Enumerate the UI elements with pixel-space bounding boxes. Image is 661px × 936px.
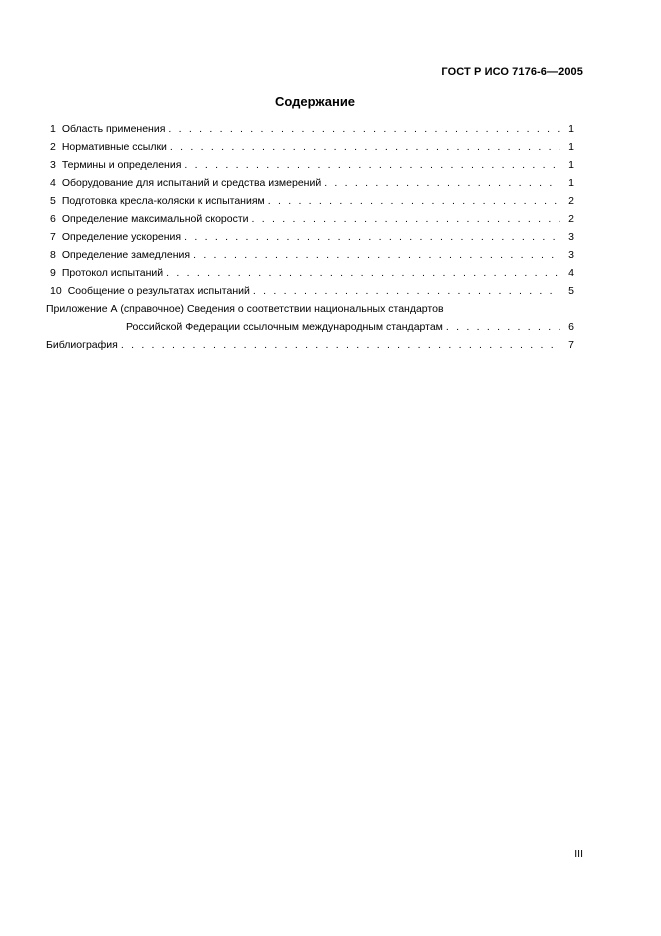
toc-item-4[interactable] bbox=[46, 174, 574, 192]
toc-item-page: 6 bbox=[568, 321, 574, 333]
toc-item-page: 7 bbox=[568, 339, 574, 351]
toc-item-label: 1 Область применения bbox=[50, 123, 166, 135]
toc-item-3[interactable] bbox=[46, 156, 574, 174]
toc-item-page: 1 bbox=[568, 141, 574, 153]
toc-item-label: 4 Оборудование для испытаний и средства измерений bbox=[50, 177, 322, 189]
toc-item-1[interactable] bbox=[46, 120, 574, 138]
toc-item-label: 5 Подготовка кресла-коляски к испытаниям bbox=[50, 195, 265, 207]
toc-bibliography[interactable] bbox=[46, 336, 574, 354]
toc-appendix-a-line1[interactable] bbox=[46, 300, 574, 318]
leader-dots bbox=[170, 138, 560, 156]
leader-dots bbox=[184, 228, 560, 246]
leader-dots bbox=[252, 210, 560, 228]
leader-dots bbox=[268, 192, 560, 210]
toc-item-8[interactable] bbox=[46, 246, 574, 264]
toc-item-page: 1 bbox=[568, 177, 574, 189]
toc-item-label: 9 Протокол испытаний bbox=[50, 267, 164, 279]
toc-item-page: 2 bbox=[568, 195, 574, 207]
leader-dots bbox=[446, 318, 560, 336]
toc-appendix-a-line2[interactable] bbox=[46, 318, 574, 336]
leader-dots bbox=[166, 264, 560, 282]
toc-item-page: 1 bbox=[568, 123, 574, 135]
toc-item-page: 2 bbox=[568, 213, 574, 225]
toc-item-2[interactable] bbox=[46, 138, 574, 156]
toc-item-page: 3 bbox=[568, 231, 574, 243]
toc-item-6[interactable] bbox=[46, 210, 574, 228]
toc-item-label: 7 Определение ускорения bbox=[50, 231, 182, 243]
document-code-header: ГОСТ Р ИСО 7176-6—2005 bbox=[441, 66, 583, 78]
page-number: III bbox=[574, 848, 583, 860]
leader-dots bbox=[121, 336, 560, 354]
toc-item-9[interactable] bbox=[46, 264, 574, 282]
toc-appendix-label: Приложение А (справочное) Сведения о соответствии национальных стандартов bbox=[46, 303, 444, 315]
leader-dots bbox=[253, 282, 560, 300]
leader-dots bbox=[184, 156, 560, 174]
toc-item-10[interactable] bbox=[46, 282, 574, 300]
toc-item-label: 3 Термины и определения bbox=[50, 159, 182, 171]
leader-dots bbox=[193, 246, 560, 264]
toc-appendix-label-continued: Российской Федерации ссылочным международным стандартам bbox=[126, 321, 443, 333]
toc-item-label: 8 Определение замедления bbox=[50, 249, 191, 261]
toc-title: Содержание bbox=[274, 94, 356, 109]
toc-item-page: 1 bbox=[568, 159, 574, 171]
toc-bibliography-label: Библиография bbox=[46, 339, 118, 351]
toc-item-label: 10 Сообщение о результатах испытаний bbox=[50, 285, 250, 297]
toc-item-label: 2 Нормативные ссылки bbox=[50, 141, 167, 153]
leader-dots bbox=[324, 174, 560, 192]
toc-item-page: 4 bbox=[568, 267, 574, 279]
toc-item-page: 5 bbox=[568, 285, 574, 297]
leader-dots bbox=[168, 120, 560, 138]
table-of-contents bbox=[46, 120, 574, 354]
toc-item-7[interactable] bbox=[46, 228, 574, 246]
toc-item-label: 6 Определение максимальной скорости bbox=[50, 213, 249, 225]
toc-item-5[interactable] bbox=[46, 192, 574, 210]
toc-item-page: 3 bbox=[568, 249, 574, 261]
